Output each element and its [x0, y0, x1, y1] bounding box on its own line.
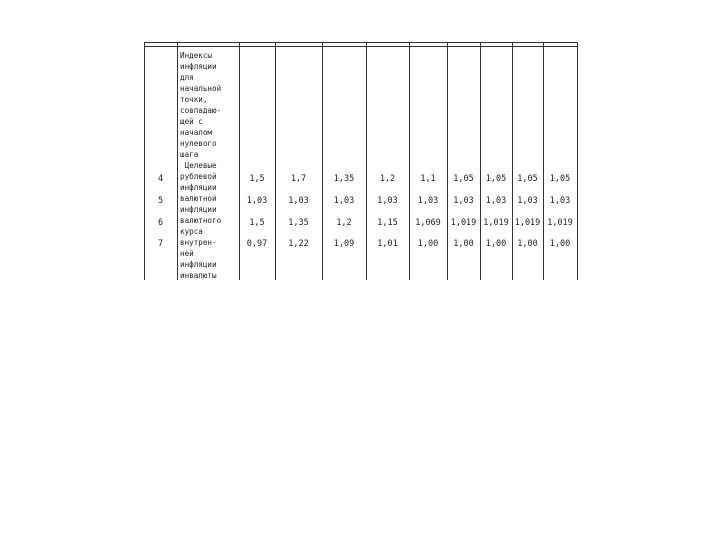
description-line: для: [180, 73, 194, 82]
table-cell: 1,00: [549, 239, 571, 249]
table-cell: 1,03: [417, 196, 439, 206]
column-divider: [577, 42, 578, 280]
table-cell: 1,7: [290, 174, 307, 184]
table-cell: 1,05: [453, 174, 474, 184]
table-cell: 1,5: [249, 174, 265, 184]
table-cell: 1,03: [246, 196, 268, 206]
description-line: рублевой: [180, 172, 217, 181]
table-cell: 1,03: [333, 196, 355, 206]
table-cell: 1,03: [377, 196, 398, 206]
description-line: ней: [180, 249, 194, 258]
description-line: инфляции: [180, 205, 217, 214]
table-cell: 1,09: [333, 239, 355, 249]
description-line: начальной: [180, 84, 222, 93]
table-cell: 1,22: [288, 239, 309, 249]
table-cell: 1,019: [547, 218, 573, 228]
description-line: валютной: [180, 194, 217, 203]
description-line: Целевые: [180, 161, 217, 170]
table-cell: 1,05: [549, 174, 571, 184]
row-number: 4: [157, 174, 164, 184]
description-line: инфляции: [180, 62, 217, 71]
inflation-table: [144, 42, 578, 280]
table-cell: 1,069: [415, 218, 441, 228]
description-line: нулевого: [180, 139, 217, 148]
table-cell: 1,1: [420, 174, 436, 184]
table-cell: 1,019: [483, 218, 509, 228]
description-line: инфляции: [180, 260, 217, 269]
description-line: инвалюты: [180, 271, 217, 280]
description-line: шага: [180, 150, 199, 159]
column-divider: [177, 42, 178, 280]
table-cell: 1,019: [514, 218, 541, 228]
table-cell: 1,00: [517, 239, 538, 249]
row-number: 6: [157, 218, 164, 228]
description-line: валютного: [180, 216, 222, 225]
table-cell: 1,03: [549, 196, 571, 206]
table-cell: 1,05: [485, 174, 507, 184]
table-cell: 1,5: [249, 218, 265, 228]
row-number: 5: [157, 196, 164, 206]
table-cell: 1,03: [485, 196, 507, 206]
table-cell: 1,00: [453, 239, 474, 249]
table-cell: 1,35: [288, 218, 309, 228]
table-cell: 1,03: [517, 196, 538, 206]
table-cell: 0,97: [246, 239, 268, 249]
table-cell: 1,05: [517, 174, 538, 184]
table-cell: 1,03: [288, 196, 309, 206]
table-cell: 1,03: [453, 196, 474, 206]
description-line: внутрен-: [180, 238, 217, 247]
table-cell: 1,00: [485, 239, 507, 249]
table-cell: 1,15: [377, 218, 398, 228]
description-line: курса: [180, 227, 203, 236]
table-cell: 1,2: [336, 218, 352, 228]
table-cell: 1,01: [377, 239, 398, 249]
description-line: совпадаю-: [180, 106, 222, 115]
description-line: щей с: [180, 117, 203, 126]
description-line: инфляции: [180, 183, 217, 192]
row-number: 7: [157, 239, 164, 249]
table-cell: 1,35: [333, 174, 355, 184]
table-cell: 1,019: [450, 218, 477, 228]
description-line: Индексы: [180, 51, 213, 60]
table-cell: 1,2: [379, 174, 396, 184]
description-line: началом: [180, 128, 213, 137]
description-line: точки,: [180, 95, 208, 104]
table-cell: 1,00: [417, 239, 439, 249]
